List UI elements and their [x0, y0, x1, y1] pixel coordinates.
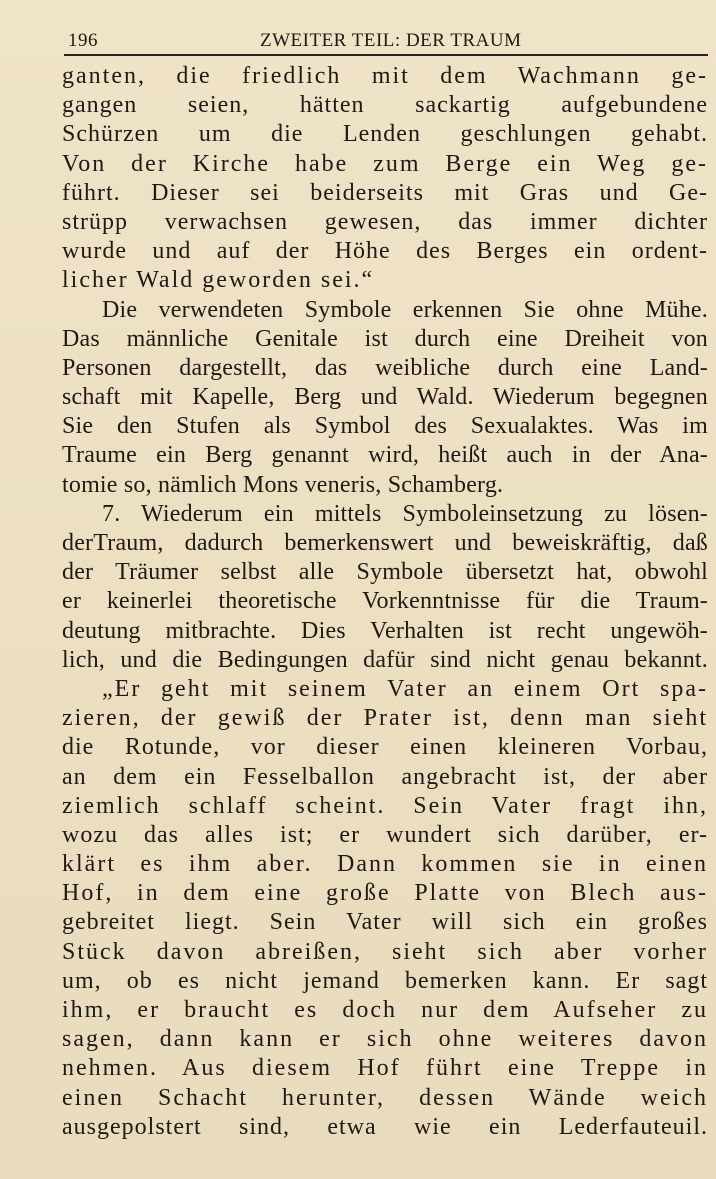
text-line: licher Wald geworden sei.“: [62, 267, 375, 294]
text-line: klärt es ihm aber. Dann kommen sie in einen: [62, 851, 708, 878]
text-line: Schürzen um die Lenden geschlungen gehabt.: [62, 121, 708, 148]
text-line: derTraum, dadurch bemerkenswert und beweiskräftig, daß: [62, 530, 708, 556]
text-line: Von der Kirche habe zum Berge ein Weg ge-: [62, 150, 708, 177]
text-line: Traume ein Berg genannt wird, heißt auch in der Ana-: [62, 442, 708, 469]
text-line: deutung mitbrachte. Dies Verhalten ist recht ungewöh-: [62, 617, 708, 644]
text-line: er keinerlei theoretische Vorkenntnisse für die Traum-: [62, 588, 708, 615]
text-line: ganten, die friedlich mit dem Wachmann ge-: [62, 63, 708, 89]
text-line: gebreitet liegt. Sein Vater will sich ein großes: [62, 909, 708, 936]
text-line: Stück davon abreißen, sieht sich aber vorher: [62, 938, 708, 965]
text-line: tomie so, nämlich Mons veneris, Schamberg.: [62, 471, 504, 498]
text-line: einen Schacht herunter, dessen Wände weich: [62, 1084, 708, 1111]
text-line: gangen seien, hätten sackartig aufgebundene: [62, 92, 708, 119]
text-line: die Rotunde, vor dieser einen kleineren Vorbau,: [62, 734, 708, 761]
paragraph-commentary: [62, 296, 708, 500]
text-line: nehmen. Aus diesem Hof führt eine Treppe in: [62, 1055, 708, 1082]
text-line: strüpp verwachsen gewesen, das immer dichter: [62, 208, 708, 235]
text-line: ziemlich schlaff scheint. Sein Vater fragt ihn,: [62, 792, 708, 819]
text-line: Das männliche Genitale ist durch eine Dreiheit von: [62, 325, 708, 352]
text-line: sagen, dann kann er sich ohne weiteres davon: [62, 1026, 708, 1053]
text-line: Die verwendeten Symbole erkennen Sie ohne Mühe.: [102, 296, 708, 323]
text-line: „Er geht mit seinem Vater an einem Ort spa-: [102, 675, 708, 702]
text-line: führt. Dieser sei beiderseits mit Gras und Ge-: [62, 179, 708, 206]
text-line: der Träumer selbst alle Symbole übersetzt hat, obwohl: [62, 559, 708, 586]
text-line: 7. Wiederum ein mittels Symboleinsetzung zu lösen-: [102, 500, 708, 527]
paragraph-example-seven: [62, 500, 708, 675]
text-line: wurde und auf der Höhe des Berges ein ordent-: [62, 238, 708, 265]
text-line: ihm, er braucht es doch nur dem Aufseher zu: [62, 997, 708, 1023]
text-line: um, ob es nicht jemand bemerken kann. Er sagt: [62, 967, 708, 994]
text-line: ausgepolstert sind, etwa wie ein Lederfauteuil.: [62, 1113, 708, 1140]
page-header: [64, 28, 708, 54]
page-body: [62, 62, 708, 1142]
text-line: zieren, der gewiß der Prater ist, denn man sieht: [62, 705, 708, 732]
text-line: schaft mit Kapelle, Berg und Wald. Wiederum begegnen: [62, 384, 708, 411]
text-line: wozu das alles ist; er wundert sich darüber, er-: [62, 821, 708, 848]
text-line: lich, und die Bedingungen dafür sind nicht genau bekannt.: [62, 646, 708, 673]
header-rule: [64, 54, 708, 56]
paragraph-dream-report: [62, 675, 708, 1142]
text-line: Hof, in dem eine große Platte von Blech aus-: [62, 880, 708, 907]
running-head: ZWEITER TEIL: DER TRAUM: [260, 30, 522, 51]
page-number: 196: [68, 30, 98, 51]
paragraph-quote-continuation: [62, 62, 708, 296]
text-line: Personen dargestellt, das weibliche durch eine Land-: [62, 354, 708, 381]
text-line: an dem ein Fesselballon angebracht ist, der aber: [62, 763, 708, 790]
text-line: Sie den Stufen als Symbol des Sexualaktes. Was im: [62, 413, 708, 440]
